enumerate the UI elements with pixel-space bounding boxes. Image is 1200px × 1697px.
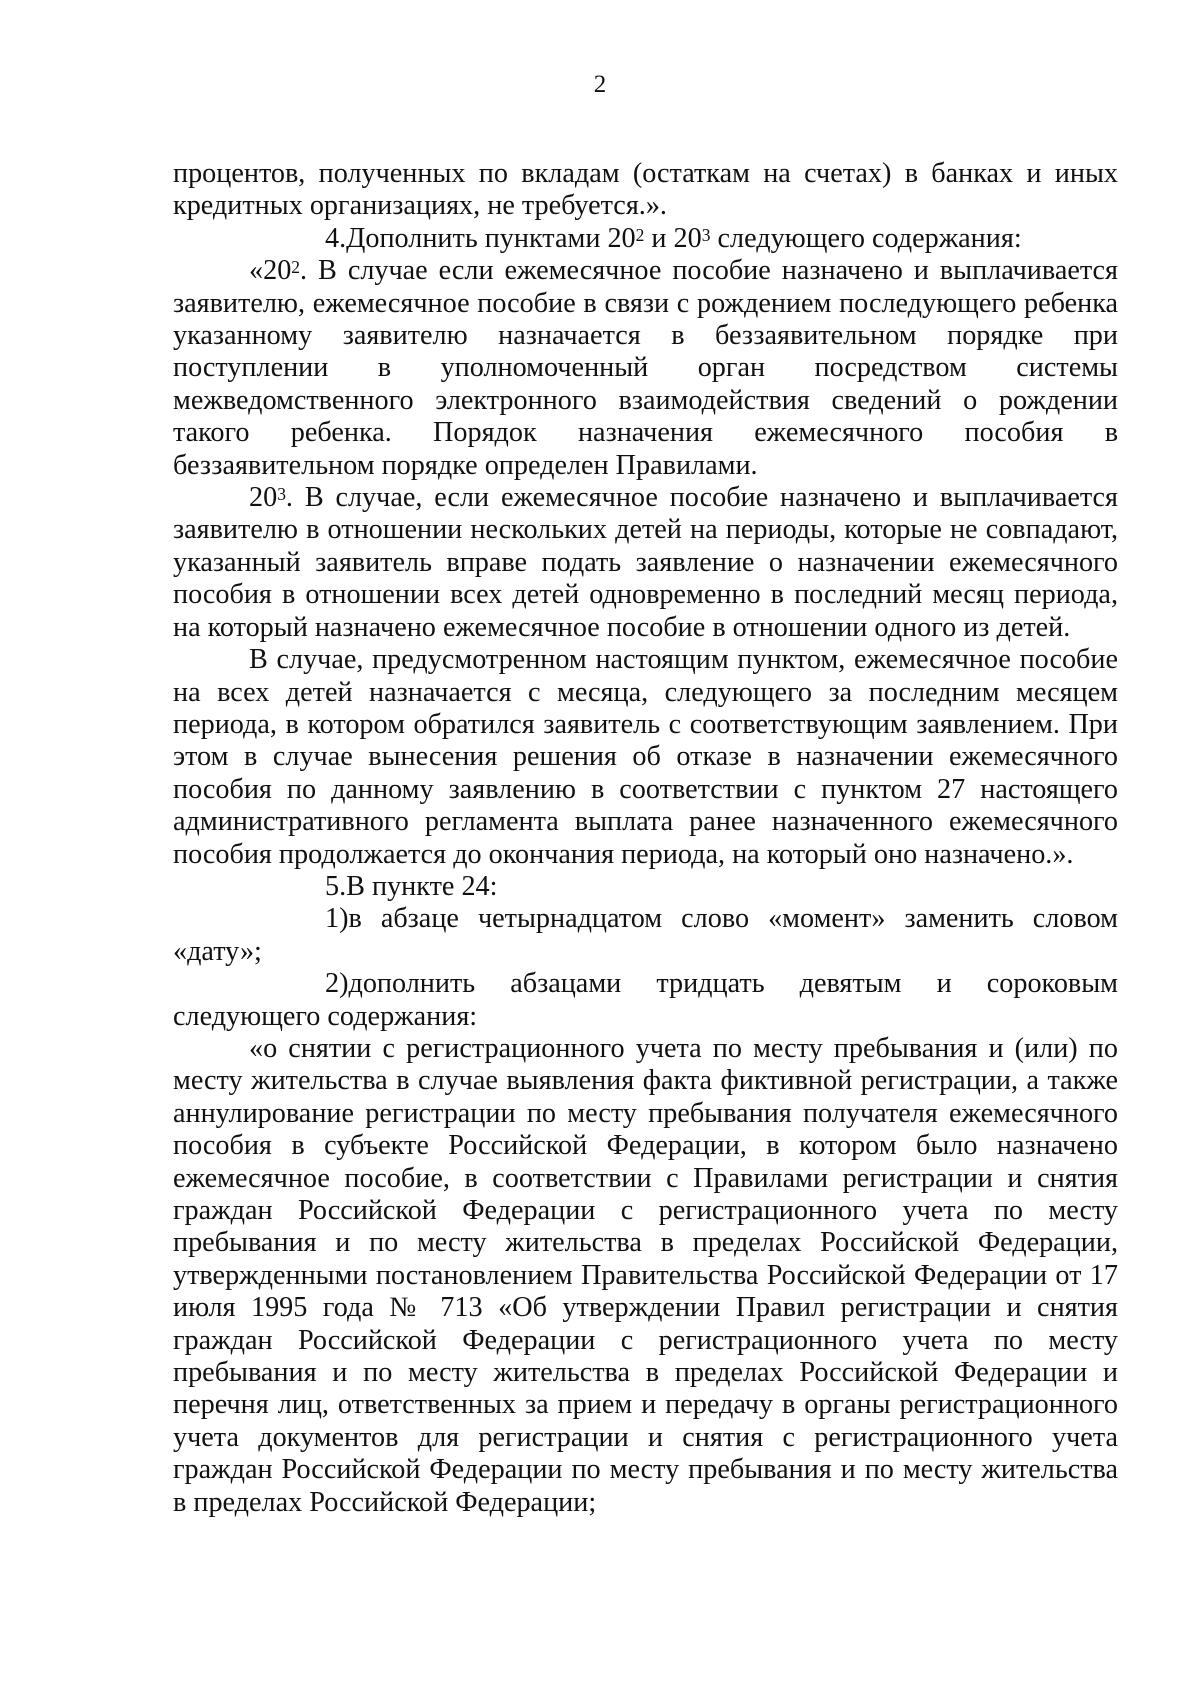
paragraph-text: в абзаце четырнадцатом слово «момент» заменить словом «дату»; xyxy=(173,903,1118,967)
superscript: 3 xyxy=(277,483,286,504)
paragraph-text: . В случае если ежемесячное пособие назначено и выплачивается заявителю, ежемесячное пособие в связи с рождением последующего ребенка указанному заявителю назначается в беззаявительном порядке при поступлении в уполномоченный орган посредством системы межведомственного электронного взаимодействия сведений о рождении такого ребенка. Порядок назначения ежемесячного пособия в беззаявительном порядке определен Правилами. xyxy=(173,255,1118,481)
paragraph-clause-20-2 xyxy=(173,255,1118,482)
paragraph-clause-20-3-continued: В случае, предусмотренном настоящим пунктом, ежемесячное пособие на всех детей назначается с месяца, следующего за последним месяцем периода, в котором обратился заявитель с соответствующим заявлением. При этом в случае вынесения решения об отказе в назначении ежемесячного пособия по данному заявлению в соответствии с пунктом 27 настоящего административного регламента выплата ранее назначенного ежемесячного пособия продолжается до окончания периода, на который оно назначено.». xyxy=(173,644,1118,870)
clause-number: «20 xyxy=(249,255,292,287)
paragraph-subitem-2 xyxy=(173,968,1118,1033)
document-body xyxy=(173,158,1118,1519)
paragraph-new-abzac-39: «о снятии с регистрационного учета по месту пребывания и (или) по месту жительства в случае выявления факта фиктивной регистрации, а также аннулирование регистрации по месту пребывания получателя ежемесячного пособия в субъекте Российской Федерации, в котором было назначено ежемесячное пособие, в соответствии с Правилами регистрации и снятия граждан Российской Федерации с регистрационного учета по месту пребывания и по месту жительства в пределах Российской Федерации, утвержденными постановлением Правительства Российской Федерации от 17 июля 1995 года № 713 «Об утверждении Правил регистрации и снятия граждан Российской Федерации с регистрационного учета по месту пребывания и по месту жительства в пределах Российской Федерации и перечня лиц, ответственных за прием и передачу в органы регистрационного учета документов для регистрации и снятия с регистрационного учета граждан Российской Федерации по месту пребывания и по месту жительства в пределах Российской Федерации; xyxy=(173,1032,1118,1518)
paragraph-continuation: процентов, полученных по вкладам (остаткам на счетах) в банках и иных кредитных организациях, не требуется.». xyxy=(173,158,1118,222)
paragraph-clause-20-3 xyxy=(173,482,1118,644)
superscript: 2 xyxy=(635,224,645,245)
paragraph-item-4 xyxy=(173,223,1118,255)
superscript: 3 xyxy=(701,224,711,245)
paragraph-text-part: Дополнить пунктами 20 xyxy=(346,222,636,254)
superscript: 2 xyxy=(291,257,301,278)
paragraph-text-part: и 20 xyxy=(644,222,702,254)
item-number: 4. xyxy=(325,222,347,254)
clause-number: 20 xyxy=(249,482,278,514)
paragraph-item-5 xyxy=(173,871,1118,903)
subitem-number: 2) xyxy=(325,968,349,1000)
item-number: 5. xyxy=(325,870,347,902)
paragraph-text: В пункте 24: xyxy=(346,870,498,902)
subitem-number: 1) xyxy=(325,903,349,935)
paragraph-text: дополнить абзацами тридцать девятым и сороковым следующего содержания: xyxy=(173,968,1118,1032)
paragraph-text-part: следующего содержания: xyxy=(710,222,1022,254)
page-number: 2 xyxy=(593,71,607,98)
paragraph-subitem-1 xyxy=(173,903,1118,968)
paragraph-text: . В случае, если ежемесячное пособие назначено и выплачивается заявителю в отношении нескольких детей на периоды, которые не совпадают, указанный заявитель вправе подать заявление о назначении ежемесячного пособия в отношении всех детей одновременно в последний месяц периода, на который назначено ежемесячное пособие в отношении одного из детей. xyxy=(173,482,1118,643)
